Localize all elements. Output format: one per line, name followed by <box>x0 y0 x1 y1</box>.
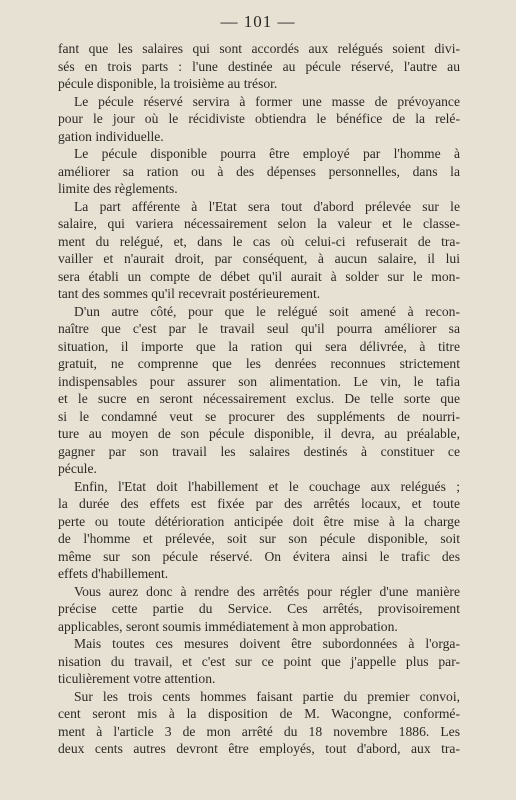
paragraph <box>58 145 460 198</box>
text-line: gagner par son travail les salaires destinés à constituer ce <box>58 443 460 459</box>
paragraph <box>58 303 460 478</box>
body-text <box>58 40 460 758</box>
text-line: vailler et n'aurait droit, par conséquent, à aucun salaire, il lui <box>58 251 460 266</box>
paragraph <box>58 688 460 758</box>
text-line: indispensables pour assurer son alimentation. Le vin, le tafia <box>58 373 460 389</box>
text-line: cent seront mis à la disposition de M. Wacongne, conformé- <box>58 706 460 721</box>
text-line: salaire, qui variera nécessairement selon la valeur et le classe- <box>58 216 460 231</box>
page-number: — 101 — <box>220 12 296 31</box>
text-line: La part afférente à l'Etat sera tout d'abord prélevée sur le <box>74 198 460 214</box>
text-line: fant que les salaires qui sont accordés aux relégués soient divi- <box>58 41 460 56</box>
paragraph <box>58 40 460 93</box>
text-line: perte ou toute détérioration anticipée doit être mise à la charge <box>58 513 460 529</box>
text-line: nisation du travail, et c'est sur ce point que j'appelle plus par- <box>58 653 460 669</box>
text-line: gratuit, ne comprenne que les denrées reconnues strictement <box>58 356 460 371</box>
text-line: si le condamné veut se procurer des suppléments de nourri- <box>58 408 460 424</box>
text-line: Le pécule réservé servira à former une masse de prévoyance <box>74 93 460 109</box>
text-line: tant des sommes qu'il recevrait postérieurement. <box>58 286 321 301</box>
text-line: applicables, seront soumis immédiatement à mon approbation. <box>58 618 398 634</box>
text-line: améliorer sa ration ou à des dépenses personnelles, dans la <box>58 163 460 179</box>
text-line: Enfin, l'Etat doit l'habillement et le couchage aux relégués ; <box>74 478 460 494</box>
text-line: et le sucre en seront nécessairement exclus. De telle sorte que <box>58 391 460 406</box>
text-line: précise cette partie du Service. Ces arrêtés, provisoirement <box>58 601 460 616</box>
text-line: Sur les trois cents hommes faisant partie du premier convoi, <box>74 688 460 704</box>
text-line: situation, il importe que la ration qui sera délivrée, à titre <box>58 338 460 354</box>
text-line: ture au moyen de son pécule disponible, il devra, au préalable, <box>58 426 460 441</box>
text-line: même sur son pécule réservé. On évitera ainsi le trafic des <box>58 548 460 564</box>
text-line: ment à l'article 3 de mon arrêté du 18 novembre 1886. Les <box>58 723 460 739</box>
paragraph <box>58 583 460 636</box>
text-line: ment du relégué, et, dans le cas où celui-ci refuserait de tra- <box>58 233 460 249</box>
text-line: D'un autre côté, pour que le relégué soit amené à recon- <box>74 303 460 319</box>
text-line: gation individuelle. <box>58 128 164 144</box>
paragraph <box>58 198 460 303</box>
paragraph <box>58 478 460 583</box>
text-line: Mais toutes ces mesures doivent être subordonnées à l'orga- <box>74 636 460 651</box>
paragraph <box>58 93 460 146</box>
text-line: sés en trois parts : l'une destinée au pécule réservé, l'autre au <box>58 58 460 74</box>
text-line: ticulièrement votre attention. <box>58 671 216 686</box>
text-line: de l'homme et prélevée, soit sur son pécule disponible, soit <box>58 531 460 546</box>
text-line: pour le jour où le récidiviste obtiendra le bénéfice de la relé- <box>58 111 460 126</box>
text-line: limite des règlements. <box>58 181 178 196</box>
text-line: naître que c'est par le travail seul qu'il pourra améliorer sa <box>58 321 460 336</box>
text-line: la durée des effets est fixée par des arrêtés locaux, et toute <box>58 496 460 511</box>
text-line: pécule disponible, la troisième au trésor. <box>58 76 278 91</box>
text-line: Vous aurez donc à rendre des arrêtés pour régler d'une manière <box>74 583 460 599</box>
text-line: sera établi un compte de débet qu'il aurait à solder sur le mon- <box>58 268 460 284</box>
text-line: deux cents autres devront être employés, tout d'abord, aux tra- <box>58 741 460 756</box>
text-line: pécule. <box>58 461 97 476</box>
text-line: Le pécule disponible pourra être employé par l'homme à <box>74 146 460 161</box>
paragraph <box>58 635 460 688</box>
text-line: effets d'habillement. <box>58 566 169 581</box>
